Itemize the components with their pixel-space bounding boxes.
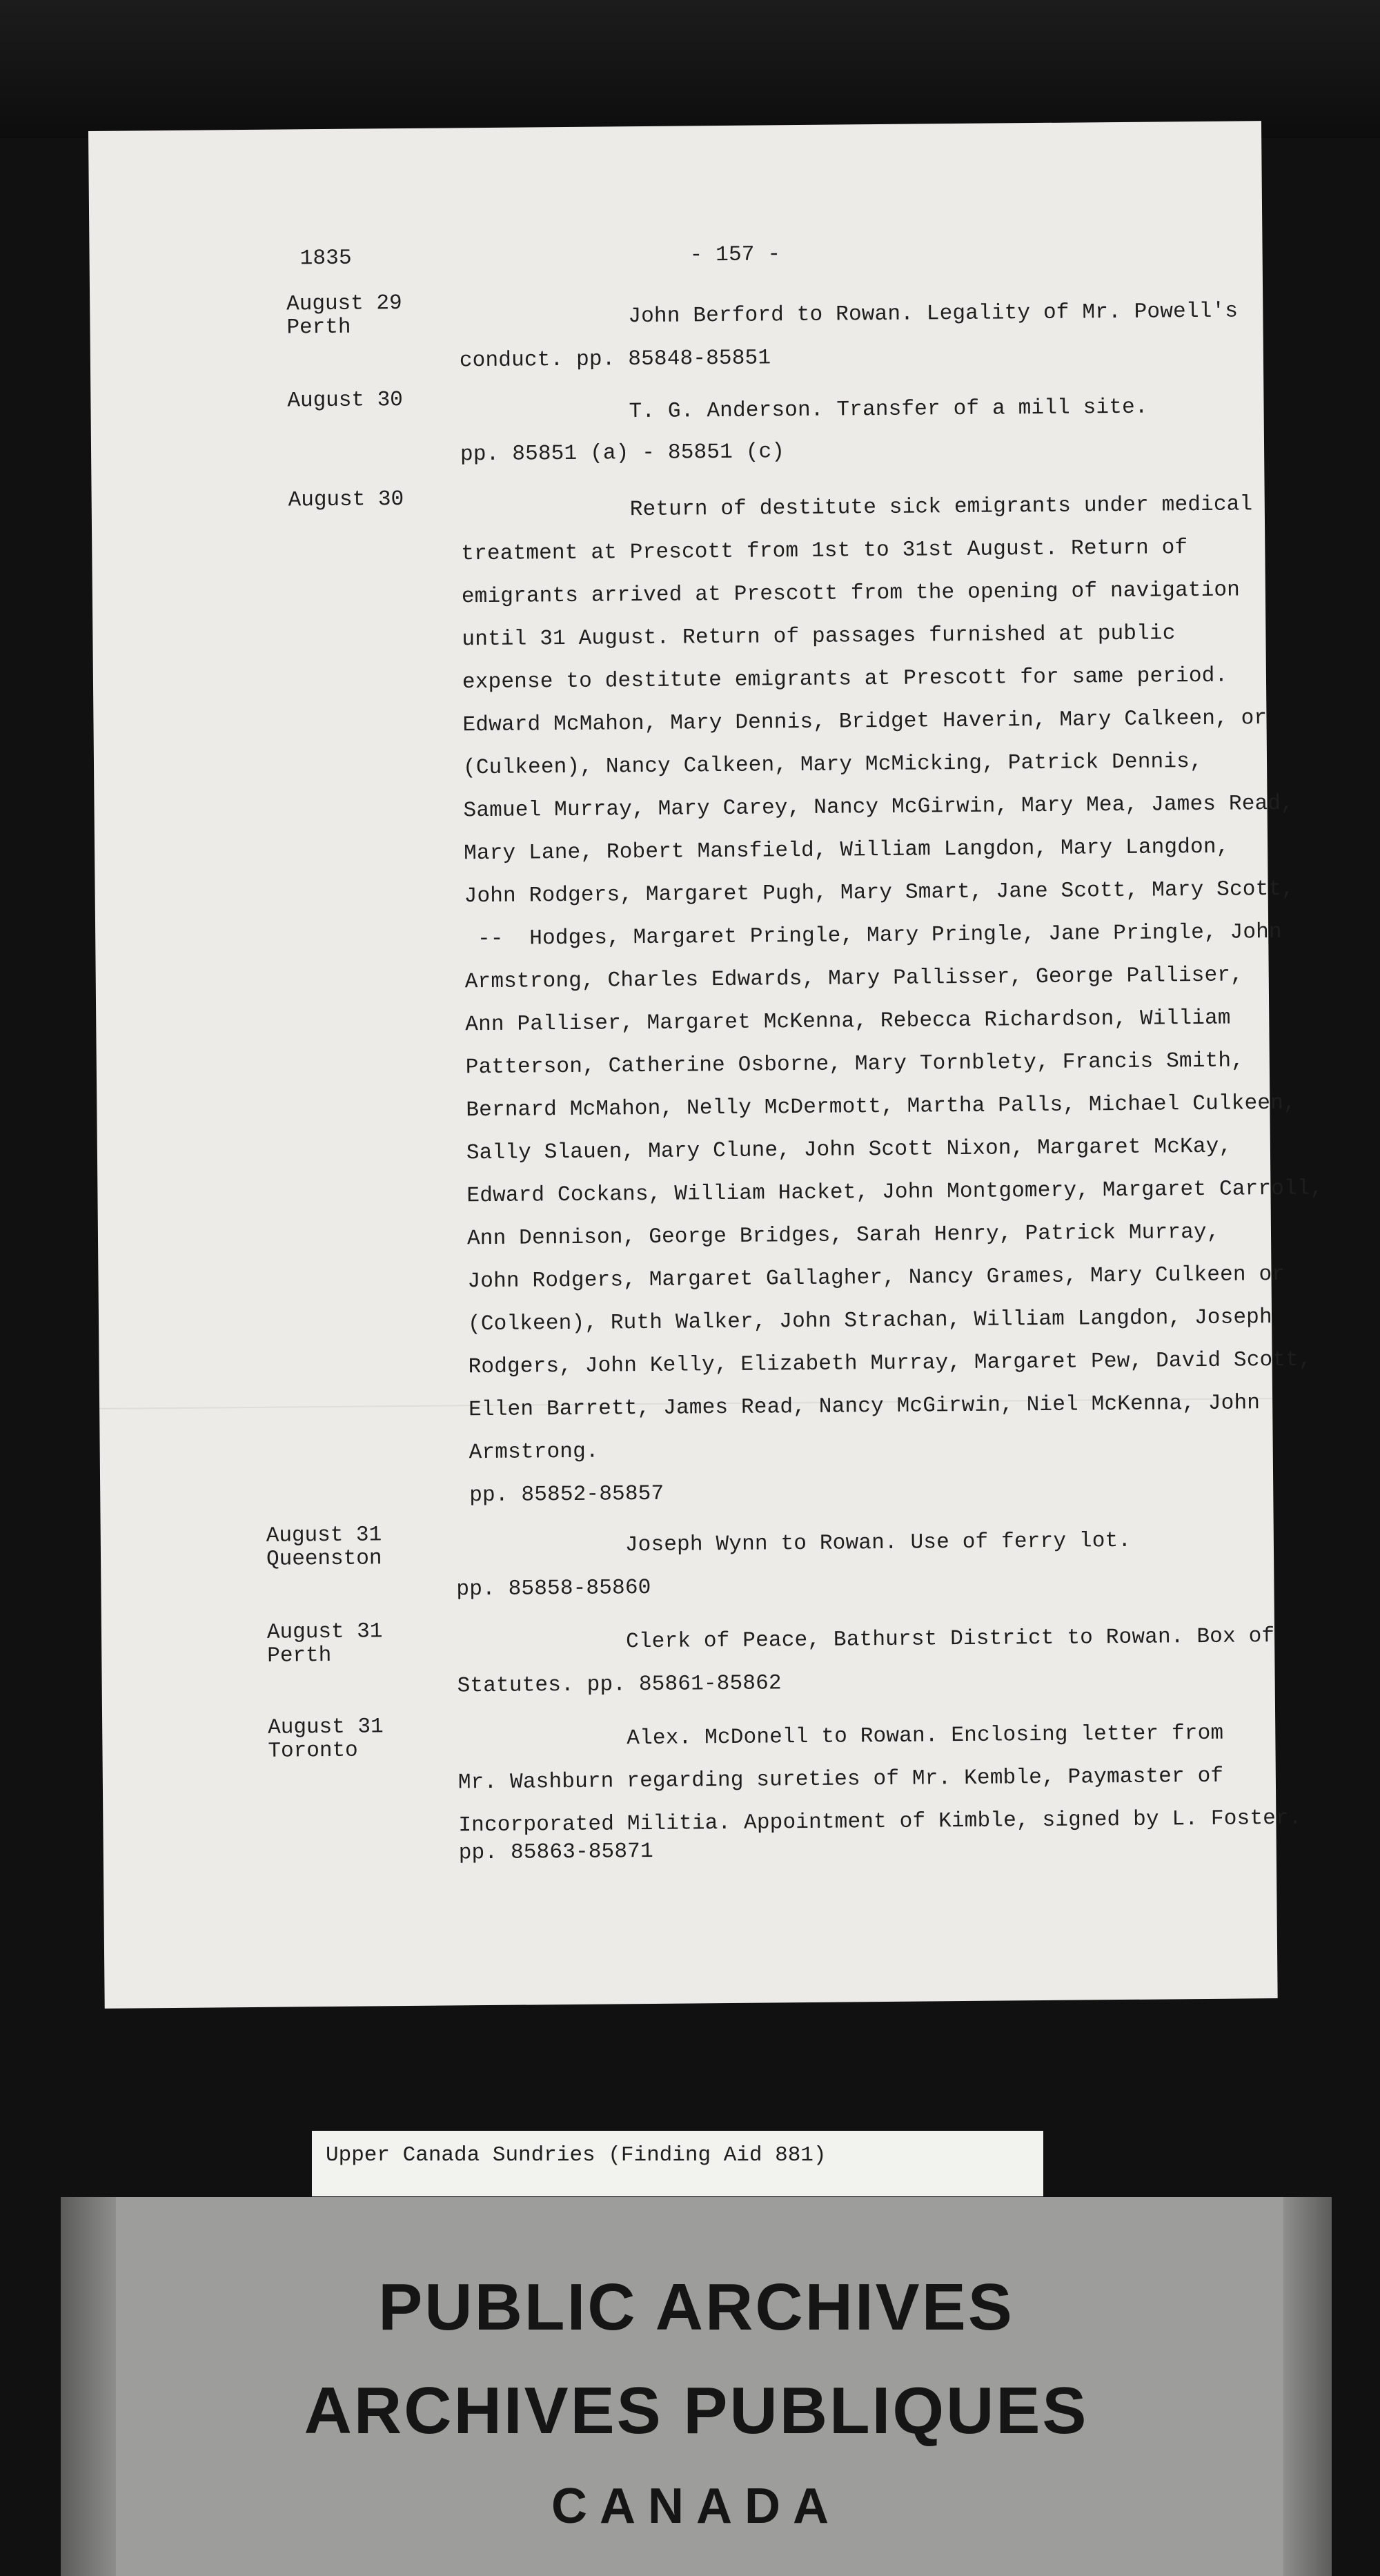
entry-line: Armstrong. <box>469 1439 599 1465</box>
entry-line: conduct. pp. 85848-85851 <box>459 346 771 373</box>
entry-line: Return of destitute sick emigrants under medical <box>629 492 1253 523</box>
entry-line: Rodgers, John Kelly, Elizabeth Murray, Margaret Pew, David Scott, <box>468 1347 1312 1380</box>
finding-aid-text: Upper Canada Sundries (Finding Aid 881) <box>326 2143 827 2167</box>
entry-line: pp. 85858-85860 <box>456 1575 651 1602</box>
banner-line-3: CANADA <box>551 2479 841 2534</box>
entry-line: Alex. McDonell to Rowan. Enclosing letter from <box>627 1721 1224 1751</box>
entry-line: John Rodgers, Margaret Pugh, Mary Smart, Jane Scott, Mary Scott, <box>464 877 1295 909</box>
entry-line: expense to destitute emigrants at Prescott for same period. <box>462 663 1228 695</box>
entry-line: pp. 85851 (a) - 85851 (c) <box>460 440 785 467</box>
entry-line: treatment at Prescott from 1st to 31st August. Return of <box>461 536 1188 567</box>
entry-date: August 31 <box>268 1715 384 1740</box>
entry-line: until 31 August. Return of passages furnished at public <box>462 621 1176 652</box>
entry-line: Sally Slauen, Mary Clune, John Scott Nixon, Margaret McKay, <box>466 1134 1232 1166</box>
entry-line: emigrants arrived at Prescott from the opening of navigation <box>461 578 1241 609</box>
entry-place: Toronto <box>268 1738 358 1764</box>
entry-line: Incorporated Militia. Appointment of Kimble, signed by L. Foster. <box>458 1806 1302 1838</box>
film-border-top <box>0 0 1380 138</box>
entry-line: John Berford to Rowan. Legality of Mr. Powell's <box>628 299 1239 329</box>
page-number: - 157 - <box>689 242 781 268</box>
entry-line: Edward Cockans, William Hacket, John Montgomery, Margaret Carroll, <box>466 1176 1323 1209</box>
entry-line: pp. 85852-85857 <box>469 1481 664 1508</box>
entry-place: Queenston <box>266 1546 382 1572</box>
entry-line: (Colkeen), Ruth Walker, John Strachan, William Langdon, Joseph <box>467 1305 1273 1337</box>
entry-date: August 30 <box>288 487 404 513</box>
year-heading: 1835 <box>299 246 352 271</box>
entry-line: Clerk of Peace, Bathurst District to Rowan. Box of <box>625 1624 1275 1655</box>
entry-place: Perth <box>286 315 351 340</box>
entry-date: August 31 <box>266 1523 382 1548</box>
entry-date: August 31 <box>266 1619 383 1645</box>
entry-line: (Culkeen), Nancy Calkeen, Mary McMicking, Patrick Dennis, <box>462 749 1203 781</box>
entry-line: Mary Lane, Robert Mansfield, William Langdon, Mary Langdon, <box>464 835 1230 866</box>
entry-line: Statutes. pp. 85861-85862 <box>457 1671 782 1699</box>
entry-line: Samuel Murray, Mary Carey, Nancy McGirwin, Mary Mea, James Read, <box>463 791 1294 823</box>
finding-aid-label <box>312 2131 1043 2196</box>
entry-date: August 30 <box>287 388 404 413</box>
entry-place: Perth <box>267 1643 332 1668</box>
entry-line: Ellen Barrett, James Read, Nancy McGirwin, Niel McKenna, John <box>469 1391 1261 1423</box>
entry-line: Joseph Wynn to Rowan. Use of ferry lot. <box>624 1528 1132 1558</box>
entry-line: T. G. Anderson. Transfer of a mill site. <box>629 395 1148 425</box>
banner-line-1: PUBLIC ARCHIVES <box>378 2270 1014 2344</box>
entry-line: Patterson, Catherine Osborne, Mary Tornblety, Francis Smith, <box>465 1048 1245 1080</box>
document-page <box>88 121 1323 2009</box>
banner-line-2: ARCHIVES PUBLIQUES <box>304 2374 1089 2448</box>
entry-line: Ann Dennison, George Bridges, Sarah Henry, Patrick Murray, <box>466 1220 1220 1251</box>
entry-date: August 29 <box>286 291 402 317</box>
entry-line: John Rodgers, Margaret Gallagher, Nancy Grames, Mary Culkeen or <box>467 1262 1285 1294</box>
entry-line: Armstrong, Charles Edwards, Mary Pallisser, George Palliser, <box>464 963 1244 995</box>
entry-line: -- Hodges, Margaret Pringle, Mary Pringle, Jane Pringle, John <box>464 919 1282 952</box>
entry-line: Mr. Washburn regarding sureties of Mr. Kemble, Paymaster of <box>457 1764 1224 1795</box>
archives-banner <box>61 2197 1332 2576</box>
entry-line: Ann Palliser, Margaret McKenna, Rebecca Richardson, William <box>465 1006 1231 1037</box>
entry-line: Edward McMahon, Mary Dennis, Bridget Haverin, Mary Calkeen, or <box>462 706 1268 738</box>
entry-line: pp. 85863-85871 <box>458 1839 653 1866</box>
entry-line: Bernard McMahon, Nelly McDermott, Martha Palls, Michael Culkeen, <box>466 1091 1297 1123</box>
